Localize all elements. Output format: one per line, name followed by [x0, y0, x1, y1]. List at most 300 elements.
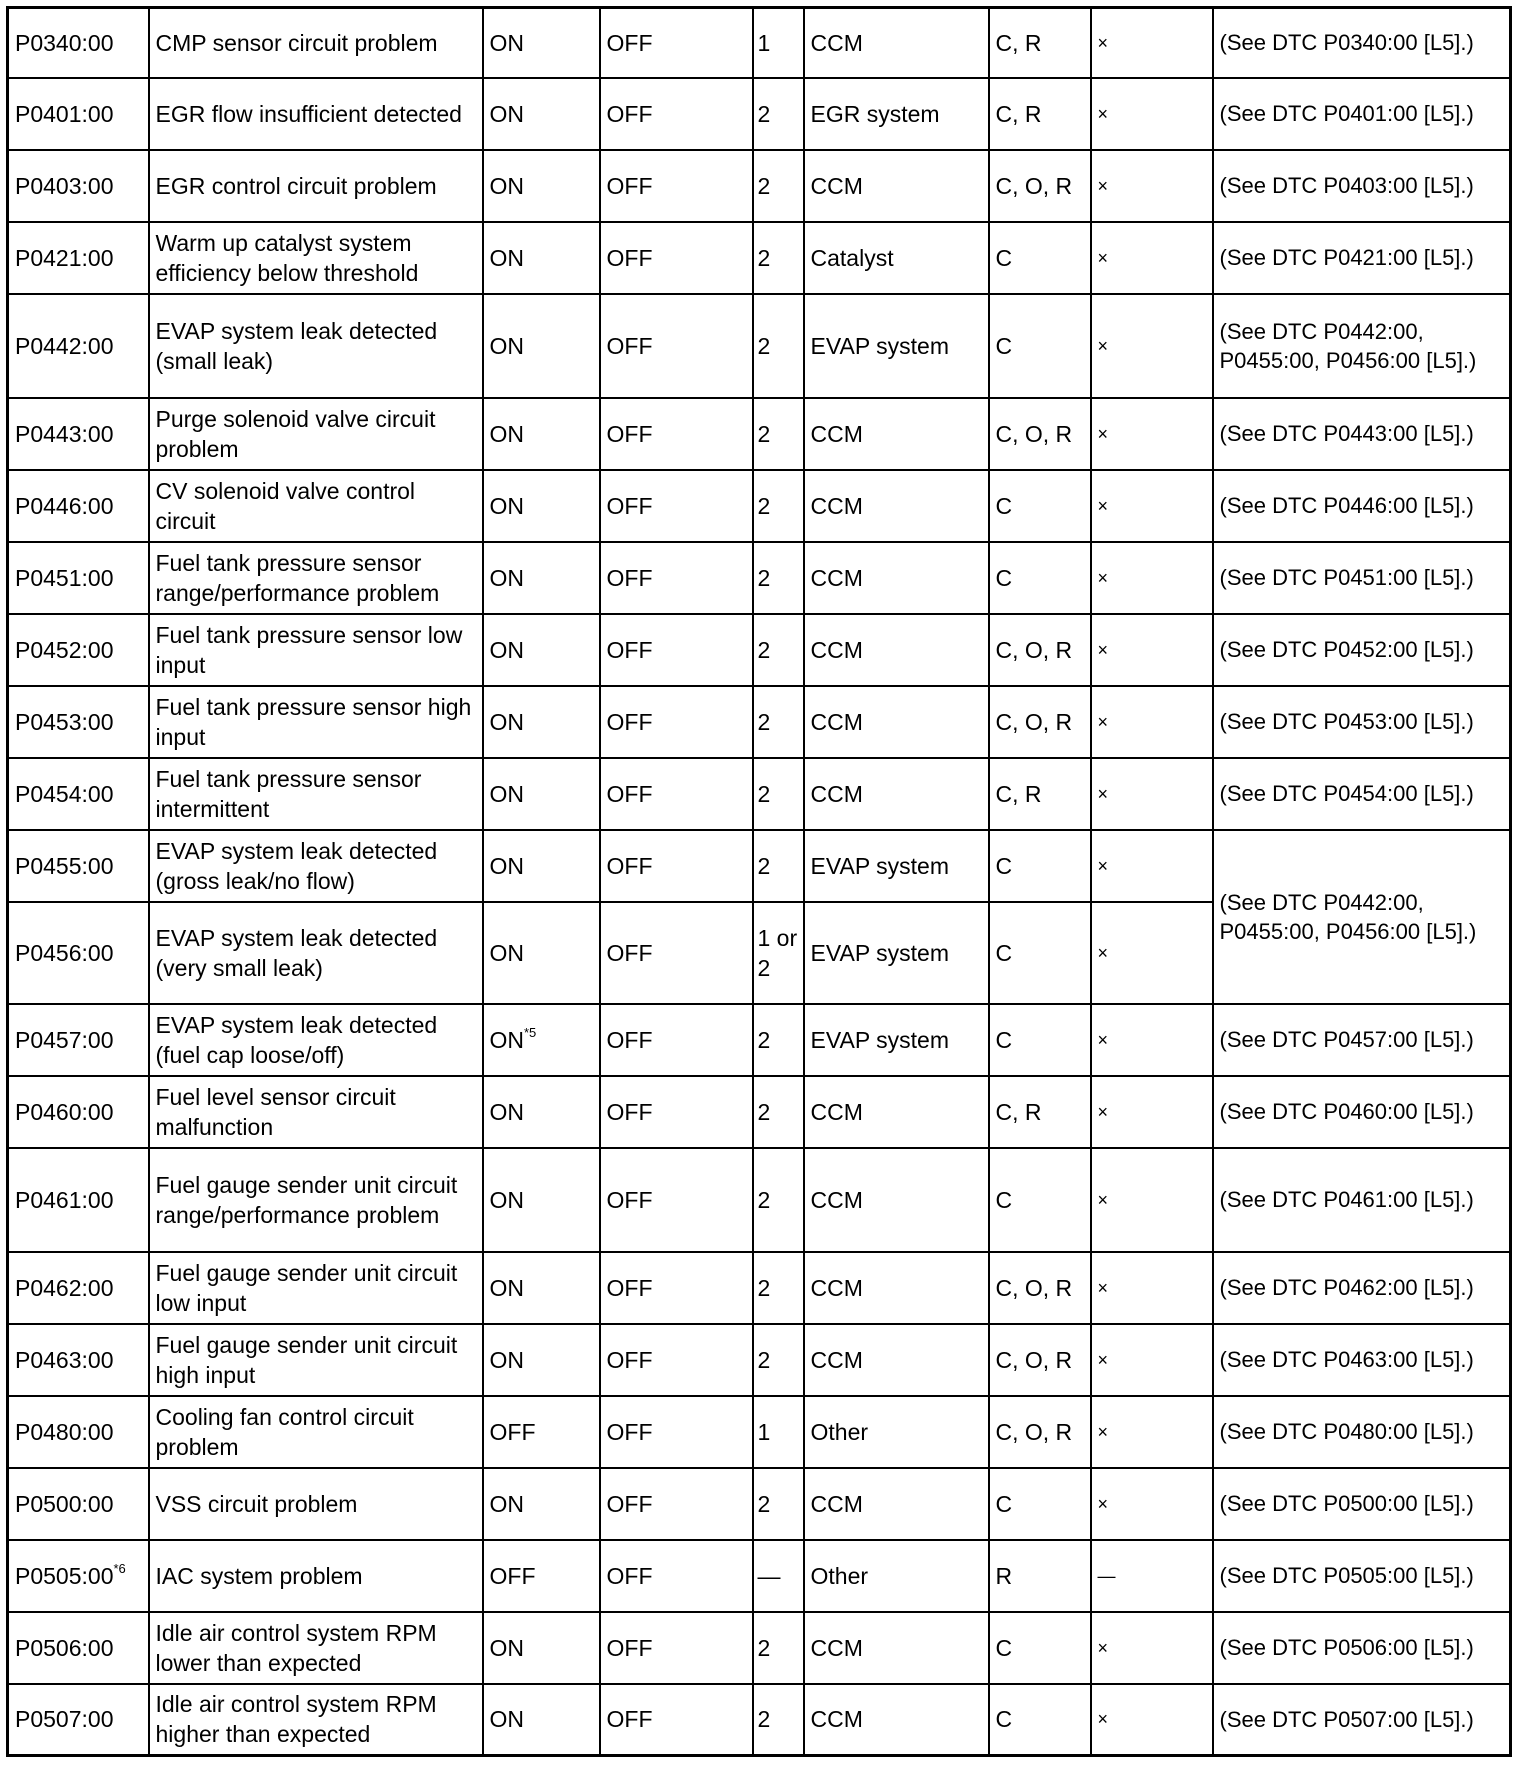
memory-status-text: OFF — [606, 564, 653, 591]
mil-status-cell — [483, 1004, 600, 1076]
dtc-description-text: EVAP system leak detected (small leak) — [155, 317, 438, 374]
dtc-output-cell — [1091, 470, 1213, 542]
self-test-type-cell — [989, 398, 1091, 470]
monitor-item-cell — [804, 8, 989, 78]
self-test-type-cell — [989, 1396, 1091, 1468]
memory-status-text: OFF — [606, 244, 653, 271]
mil-status-text: ON — [489, 100, 524, 127]
dtc-description-text: EVAP system leak detected (very small leak) — [155, 924, 438, 981]
drive-cycle-cell — [753, 686, 804, 758]
dtc-description-cell — [149, 1004, 483, 1076]
dtc-description-text: Idle air control system RPM higher than expected — [155, 1691, 437, 1748]
drive-cycle-cell — [753, 830, 804, 902]
dtc-description-cell — [149, 686, 483, 758]
self-test-type-cell — [989, 830, 1091, 902]
dtc-code-cell — [8, 1148, 149, 1252]
dtc-output-text: × — [1097, 1349, 1109, 1370]
dtc-description-cell — [149, 758, 483, 830]
dtc-description-text: Fuel tank pressure sensor range/performance problem — [155, 549, 440, 606]
self-test-type-cell — [989, 1004, 1091, 1076]
mil-status-text: ON — [489, 1706, 524, 1733]
dtc-output-cell — [1091, 150, 1213, 222]
memory-status-cell — [600, 294, 753, 398]
drive-cycle-cell — [753, 1468, 804, 1540]
drive-cycle-text: 2 — [757, 332, 771, 359]
mil-status-text: ON — [489, 172, 524, 199]
drive-cycle-cell — [753, 1540, 804, 1612]
dtc-code-cell — [8, 902, 149, 1004]
dtc-description-cell — [149, 1076, 483, 1148]
drive-cycle-cell — [753, 294, 804, 398]
drive-cycle-cell — [753, 1396, 804, 1468]
dtc-output-cell — [1091, 8, 1213, 78]
dtc-code-text: P0457:00 — [15, 1026, 114, 1053]
reference-text: (See DTC P0453:00 [L5].) — [1219, 709, 1474, 734]
memory-status-cell — [600, 758, 753, 830]
monitor-item-text: CCM — [810, 1186, 863, 1213]
reference-text: (See DTC P0462:00 [L5].) — [1219, 1275, 1474, 1300]
monitor-item-text: CCM — [810, 564, 863, 591]
reference-cell — [1213, 614, 1511, 686]
mil-status-text: ON — [489, 1490, 524, 1517]
table-row — [8, 8, 1511, 78]
mil-status-cell — [483, 830, 600, 902]
monitor-item-cell — [804, 1540, 989, 1612]
monitor-item-cell — [804, 830, 989, 902]
dtc-description-text: Purge solenoid valve circuit problem — [155, 405, 436, 462]
dtc-code-cell — [8, 1004, 149, 1076]
mil-status-cell — [483, 1684, 600, 1756]
dtc-code-text: P0462:00 — [15, 1274, 114, 1301]
monitor-item-text: CCM — [810, 1634, 863, 1661]
drive-cycle-cell — [753, 758, 804, 830]
mil-status-cell — [483, 758, 600, 830]
dtc-code-cell — [8, 830, 149, 902]
mil-status-cell — [483, 150, 600, 222]
self-test-type-text: C — [995, 492, 1013, 519]
self-test-type-cell — [989, 1684, 1091, 1756]
table-row — [8, 1076, 1511, 1148]
memory-status-text: OFF — [606, 1490, 653, 1517]
drive-cycle-text: 2 — [757, 1274, 771, 1301]
dtc-code-cell — [8, 1252, 149, 1324]
drive-cycle-text: 1 or 2 — [757, 924, 798, 981]
dtc-output-text: × — [1097, 1637, 1109, 1658]
dtc-output-cell — [1091, 1540, 1213, 1612]
mil-status-cell — [483, 1540, 600, 1612]
self-test-type-text: C, O, R — [995, 1346, 1073, 1373]
self-test-type-cell — [989, 78, 1091, 150]
dtc-description-cell — [149, 1612, 483, 1684]
dtc-code-text: P0401:00 — [15, 100, 114, 127]
mil-status-text: ON — [489, 1274, 524, 1301]
dtc-code-text: P0453:00 — [15, 708, 114, 735]
drive-cycle-text: 2 — [757, 1098, 771, 1125]
monitor-item-text: CCM — [810, 29, 863, 56]
self-test-type-text: C — [995, 564, 1013, 591]
dtc-code-text: P0463:00 — [15, 1346, 114, 1373]
memory-status-text: OFF — [606, 492, 653, 519]
mil-status-text: ON — [489, 564, 524, 591]
dtc-output-text: × — [1097, 247, 1109, 268]
self-test-type-text: C, O, R — [995, 1274, 1073, 1301]
monitor-item-cell — [804, 1612, 989, 1684]
reference-text: (See DTC P0403:00 [L5].) — [1219, 173, 1474, 198]
dtc-output-cell — [1091, 1148, 1213, 1252]
dtc-code-text: P0451:00 — [15, 564, 114, 591]
reference-cell — [1213, 1612, 1511, 1684]
mil-status-text: OFF — [489, 1562, 536, 1589]
self-test-type-cell — [989, 150, 1091, 222]
monitor-item-cell — [804, 150, 989, 222]
monitor-item-cell — [804, 1684, 989, 1756]
dtc-code-cell — [8, 614, 149, 686]
dtc-output-text: × — [1097, 175, 1109, 196]
mil-status-cell — [483, 1396, 600, 1468]
memory-status-text: OFF — [606, 1346, 653, 1373]
mil-status-text: ON — [489, 708, 524, 735]
dtc-description-text: Fuel tank pressure sensor low input — [155, 621, 463, 678]
self-test-type-cell — [989, 222, 1091, 294]
table-row — [8, 1396, 1511, 1468]
memory-status-cell — [600, 1004, 753, 1076]
reference-text: (See DTC P0340:00 [L5].) — [1219, 30, 1474, 56]
self-test-type-cell — [989, 1076, 1091, 1148]
memory-status-text: OFF — [606, 780, 653, 807]
monitor-item-text: CCM — [810, 1706, 863, 1733]
dtc-output-cell — [1091, 1468, 1213, 1540]
dtc-description-text: CV solenoid valve control circuit — [155, 477, 416, 534]
reference-cell — [1213, 1252, 1511, 1324]
drive-cycle-cell — [753, 78, 804, 150]
memory-status-cell — [600, 830, 753, 902]
mil-status-text: ON — [489, 29, 524, 56]
dtc-output-text: × — [1097, 103, 1109, 124]
monitor-item-text: CCM — [810, 780, 863, 807]
reference-cell — [1213, 1324, 1511, 1396]
reference-text: (See DTC P0457:00 [L5].) — [1219, 1027, 1474, 1052]
dtc-code-cell — [8, 542, 149, 614]
memory-status-cell — [600, 1252, 753, 1324]
dtc-code-cell — [8, 470, 149, 542]
reference-cell — [1213, 1148, 1511, 1252]
mil-status-cell — [483, 542, 600, 614]
drive-cycle-cell — [753, 1684, 804, 1756]
monitor-item-text: EVAP system — [810, 332, 949, 359]
dtc-output-text: × — [1097, 567, 1109, 588]
dtc-output-text: × — [1097, 1709, 1109, 1730]
self-test-type-text: C — [995, 244, 1013, 271]
table-row — [8, 614, 1511, 686]
self-test-type-text: C — [995, 1490, 1013, 1517]
monitor-item-cell — [804, 686, 989, 758]
dtc-description-text: Fuel gauge sender unit circuit high input — [155, 1331, 458, 1388]
dtc-code-text: P0500:00 — [15, 1490, 114, 1517]
dtc-output-cell — [1091, 78, 1213, 150]
self-test-type-cell — [989, 758, 1091, 830]
reference-cell — [1213, 758, 1511, 830]
dtc-description-cell — [149, 8, 483, 78]
table-row — [8, 542, 1511, 614]
dtc-output-cell — [1091, 1396, 1213, 1468]
mil-status-text: ON — [489, 332, 524, 359]
dtc-code-cell — [8, 1540, 149, 1612]
reference-cell — [1213, 222, 1511, 294]
table-row — [8, 1612, 1511, 1684]
mil-status-cell — [483, 294, 600, 398]
dtc-code-text: P0505:00 — [15, 1562, 114, 1589]
monitor-item-cell — [804, 1148, 989, 1252]
table-row — [8, 686, 1511, 758]
mil-status-cell — [483, 470, 600, 542]
reference-text: (See DTC P0401:00 [L5].) — [1219, 101, 1474, 126]
mil-status-cell — [483, 78, 600, 150]
dtc-output-text: — — [1097, 1565, 1116, 1586]
monitor-item-cell — [804, 398, 989, 470]
monitor-item-text: CCM — [810, 1098, 863, 1125]
drive-cycle-text: 2 — [757, 1634, 771, 1661]
dtc-description-cell — [149, 1148, 483, 1252]
dtc-description-text: Warm up catalyst system efficiency below threshold — [155, 229, 419, 286]
monitor-item-cell — [804, 902, 989, 1004]
dtc-output-cell — [1091, 1684, 1213, 1756]
self-test-type-cell — [989, 1324, 1091, 1396]
memory-status-cell — [600, 8, 753, 78]
dtc-description-cell — [149, 1396, 483, 1468]
reference-cell — [1213, 1540, 1511, 1612]
monitor-item-text: CCM — [810, 1490, 863, 1517]
dtc-code-text: P0456:00 — [15, 939, 114, 966]
memory-status-text: OFF — [606, 29, 653, 56]
drive-cycle-text: 2 — [757, 244, 771, 271]
dtc-description-cell — [149, 902, 483, 1004]
memory-status-cell — [600, 1540, 753, 1612]
memory-status-text: OFF — [606, 1634, 653, 1661]
dtc-code-text: P0480:00 — [15, 1418, 114, 1445]
dtc-description-text: Idle air control system RPM lower than expected — [155, 1619, 437, 1676]
dtc-output-cell — [1091, 758, 1213, 830]
self-test-type-cell — [989, 1540, 1091, 1612]
dtc-description-text: EGR flow insufficient detected — [155, 100, 462, 127]
table-row — [8, 222, 1511, 294]
memory-status-cell — [600, 470, 753, 542]
monitor-item-text: EVAP system — [810, 1026, 949, 1053]
reference-text: (See DTC P0505:00 [L5].) — [1219, 1563, 1474, 1588]
monitor-item-cell — [804, 222, 989, 294]
dtc-code-text: P0506:00 — [15, 1634, 114, 1661]
self-test-type-text: C, R — [995, 100, 1042, 127]
dtc-output-cell — [1091, 1252, 1213, 1324]
dtc-output-text: × — [1097, 1029, 1109, 1050]
reference-cell — [1213, 8, 1511, 78]
memory-status-text: OFF — [606, 100, 653, 127]
memory-status-text: OFF — [606, 1186, 653, 1213]
dtc-output-cell — [1091, 830, 1213, 902]
memory-status-text: OFF — [606, 939, 653, 966]
memory-status-text: OFF — [606, 1418, 653, 1445]
dtc-code-text: P0507:00 — [15, 1706, 114, 1733]
dtc-output-cell — [1091, 542, 1213, 614]
dtc-code-cell — [8, 78, 149, 150]
footnote-marker: *5 — [524, 1024, 537, 1040]
drive-cycle-cell — [753, 1324, 804, 1396]
self-test-type-text: C — [995, 1186, 1013, 1213]
dtc-description-cell — [149, 150, 483, 222]
dtc-code-text: P0446:00 — [15, 492, 114, 519]
dtc-description-cell — [149, 614, 483, 686]
table-row — [8, 294, 1511, 398]
dtc-description-cell — [149, 1252, 483, 1324]
mil-status-text: OFF — [489, 1418, 536, 1445]
drive-cycle-cell — [753, 470, 804, 542]
mil-status-text: ON — [489, 939, 524, 966]
mil-status-cell — [483, 614, 600, 686]
dtc-output-cell — [1091, 614, 1213, 686]
monitor-item-text: CCM — [810, 1274, 863, 1301]
reference-text: (See DTC P0460:00 [L5].) — [1219, 1099, 1474, 1124]
drive-cycle-cell — [753, 902, 804, 1004]
dtc-description-text: Fuel tank pressure sensor intermittent — [155, 765, 422, 822]
mil-status-cell — [483, 902, 600, 1004]
table-row — [8, 470, 1511, 542]
self-test-type-text: C — [995, 939, 1013, 966]
dtc-code-cell — [8, 1684, 149, 1756]
dtc-description-cell — [149, 78, 483, 150]
dtc-output-text: × — [1097, 1189, 1109, 1210]
self-test-type-text: C — [995, 332, 1013, 359]
dtc-code-text: P0454:00 — [15, 780, 114, 807]
self-test-type-cell — [989, 902, 1091, 1004]
memory-status-cell — [600, 1076, 753, 1148]
self-test-type-text: C, R — [995, 1098, 1042, 1125]
dtc-code-cell — [8, 758, 149, 830]
table-row — [8, 398, 1511, 470]
self-test-type-text: C — [995, 852, 1013, 879]
mil-status-text: ON — [489, 1186, 524, 1213]
table-row — [8, 1004, 1511, 1076]
dtc-table — [6, 6, 1512, 1757]
dtc-code-cell — [8, 1076, 149, 1148]
memory-status-cell — [600, 614, 753, 686]
dtc-description-cell — [149, 542, 483, 614]
mil-status-text: ON — [489, 780, 524, 807]
dtc-code-text: P0340:00 — [15, 29, 114, 56]
dtc-code-cell — [8, 1324, 149, 1396]
self-test-type-text: C, O, R — [995, 420, 1073, 447]
drive-cycle-cell — [753, 222, 804, 294]
dtc-output-text: × — [1097, 1421, 1109, 1442]
dtc-output-cell — [1091, 398, 1213, 470]
dtc-output-text: × — [1097, 423, 1109, 444]
mil-status-cell — [483, 1468, 600, 1540]
dtc-code-cell — [8, 686, 149, 758]
dtc-description-cell — [149, 1540, 483, 1612]
dtc-code-text: P0442:00 — [15, 332, 114, 359]
dtc-description-cell — [149, 222, 483, 294]
dtc-code-text: P0421:00 — [15, 244, 114, 271]
dtc-output-cell — [1091, 1324, 1213, 1396]
monitor-item-text: Other — [810, 1418, 869, 1445]
table-row — [8, 830, 1511, 902]
reference-text: (See DTC P0507:00 [L5].) — [1219, 1706, 1474, 1732]
dtc-code-text: P0452:00 — [15, 636, 114, 663]
dtc-output-cell — [1091, 1076, 1213, 1148]
memory-status-text: OFF — [606, 708, 653, 735]
self-test-type-text: C — [995, 1026, 1013, 1053]
self-test-type-cell — [989, 8, 1091, 78]
self-test-type-cell — [989, 294, 1091, 398]
mil-status-cell — [483, 222, 600, 294]
memory-status-text: OFF — [606, 172, 653, 199]
monitor-item-text: CCM — [810, 708, 863, 735]
memory-status-cell — [600, 398, 753, 470]
memory-status-text: OFF — [606, 636, 653, 663]
mil-status-text: ON — [489, 1098, 524, 1125]
footnote-marker: *6 — [113, 1560, 126, 1576]
self-test-type-text: C, O, R — [995, 172, 1073, 199]
drive-cycle-text: 2 — [757, 1706, 771, 1733]
mil-status-cell — [483, 686, 600, 758]
dtc-description-cell — [149, 830, 483, 902]
dtc-code-cell — [8, 222, 149, 294]
reference-text: (See DTC P0463:00 [L5].) — [1219, 1347, 1474, 1372]
dtc-code-text: P0461:00 — [15, 1186, 114, 1213]
dtc-description-text: Fuel gauge sender unit circuit low input — [155, 1259, 458, 1316]
reference-cell — [1213, 294, 1511, 398]
self-test-type-cell — [989, 1148, 1091, 1252]
dtc-output-text: × — [1097, 942, 1109, 963]
self-test-type-text: C — [995, 1706, 1013, 1733]
reference-text: (See DTC P0452:00 [L5].) — [1219, 637, 1474, 662]
drive-cycle-text: 2 — [757, 780, 771, 807]
drive-cycle-text: 2 — [757, 1026, 771, 1053]
reference-text: (See DTC P0451:00 [L5].) — [1219, 565, 1474, 590]
drive-cycle-text: — — [757, 1562, 781, 1589]
dtc-output-text: × — [1097, 32, 1109, 53]
drive-cycle-text: 2 — [757, 1186, 771, 1213]
dtc-code-cell — [8, 398, 149, 470]
dtc-output-cell — [1091, 686, 1213, 758]
table-row — [8, 1148, 1511, 1252]
monitor-item-text: EGR system — [810, 100, 940, 127]
table-row — [8, 1684, 1511, 1756]
drive-cycle-text: 2 — [757, 708, 771, 735]
reference-text: (See DTC P0442:00, P0455:00, P0456:00 [L5].) — [1219, 318, 1477, 373]
monitor-item-cell — [804, 1076, 989, 1148]
dtc-output-text: × — [1097, 711, 1109, 732]
dtc-code-cell — [8, 8, 149, 78]
mil-status-cell — [483, 1252, 600, 1324]
memory-status-text: OFF — [606, 1098, 653, 1125]
reference-text: (See DTC P0461:00 [L5].) — [1219, 1187, 1474, 1212]
monitor-item-cell — [804, 758, 989, 830]
monitor-item-cell — [804, 542, 989, 614]
memory-status-cell — [600, 78, 753, 150]
monitor-item-text: CCM — [810, 1346, 863, 1373]
dtc-description-text: Fuel level sensor circuit malfunction — [155, 1083, 396, 1140]
mil-status-text: ON — [489, 636, 524, 663]
dtc-description-text: Fuel gauge sender unit circuit range/performance problem — [155, 1171, 458, 1228]
mil-status-text: ON — [489, 420, 524, 447]
self-test-type-text: R — [995, 1562, 1013, 1589]
memory-status-cell — [600, 222, 753, 294]
monitor-item-cell — [804, 470, 989, 542]
self-test-type-text: C — [995, 1634, 1013, 1661]
table-row — [8, 1468, 1511, 1540]
monitor-item-text: Catalyst — [810, 244, 894, 271]
dtc-description-text: IAC system problem — [155, 1562, 363, 1589]
dtc-output-cell — [1091, 294, 1213, 398]
